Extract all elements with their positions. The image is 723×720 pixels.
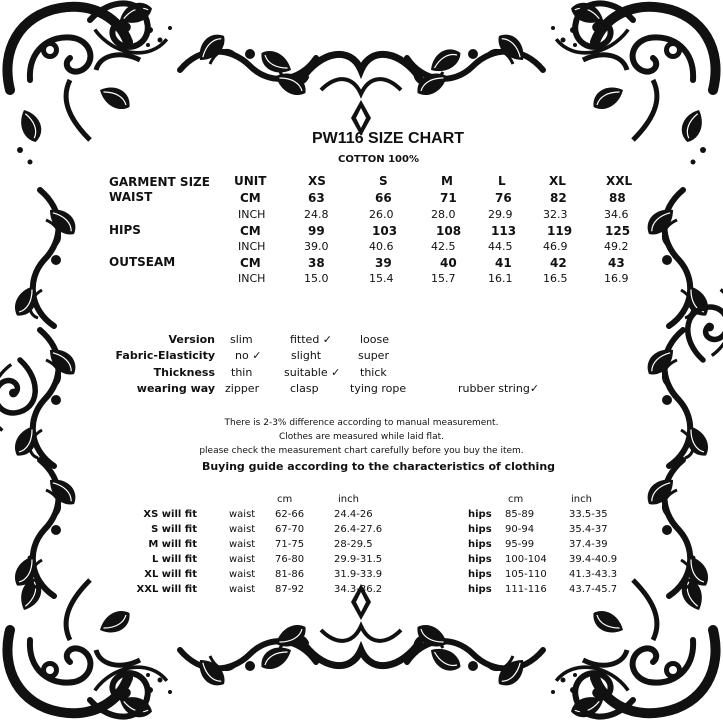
note-check-chart: please check the measurement chart carefully before you buy the item. [199,446,524,456]
guide-hips-inch: 41.3-43.3 [569,569,618,580]
guide-size-label: L will fit [151,554,197,565]
guide-waist-label: waist [229,539,256,550]
outseam-cm-xs: 38 [308,256,325,270]
hips-inch-l: 44.5 [488,240,513,253]
inch-unit-waist: INCH [238,208,266,221]
guide-hips-label: hips [468,554,492,565]
guide-hips-label: hips [468,569,492,580]
guide-size-label: XXL will fit [136,584,197,595]
hips-inch-m: 42.5 [431,240,456,253]
wearing-option-clasp: clasp [290,382,319,395]
waist-cm-xl: 82 [550,191,567,205]
waist-inch-l: 29.9 [488,208,513,221]
guide-hips-cm: 105-110 [505,569,547,580]
outseam-cm-s: 39 [375,256,392,270]
guide-hips-label: hips [468,584,492,595]
waist-inch-m: 28.0 [431,208,456,221]
thickness-option-suitable: suitable ✓ [284,366,341,379]
guide-waist-label: waist [229,569,256,580]
guide-waist-inch: 34.3-36.2 [334,584,383,595]
elasticity-option-no: no ✓ [235,349,262,362]
wearing-option-zipper: zipper [225,382,260,395]
hips-cm-m: 108 [436,224,462,238]
waist-inch-s: 26.0 [369,208,394,221]
guide-waist-cm: 76-80 [275,554,305,565]
guide-waist-inch: 29.9-31.5 [334,554,383,565]
guide-hips-label: hips [468,524,492,535]
waist-inch-xs: 24.8 [304,208,329,221]
hips-inch-xxl: 49.2 [604,240,629,253]
elasticity-option-slight: slight [291,349,322,362]
guide-waist-label: waist [229,524,256,535]
guide-size-label: M will fit [148,539,197,550]
guide-waist-inch: 24.4-26 [334,509,373,520]
hips-inch-xs: 39.0 [304,240,329,253]
guide-hips-inch: 37.4-39 [569,539,608,550]
size-header-xl: XL [549,174,566,188]
guide-hips-cm: 111-116 [505,584,547,595]
char-label-fabric-elasticity: Fabric-Elasticity [115,349,215,362]
char-label-thickness: Thickness [153,366,215,379]
guide-size-label: S will fit [151,524,197,535]
row-name-waist: WAIST [109,190,153,204]
thickness-option-thick: thick [360,366,387,379]
size-header-xs: XS [308,174,326,188]
waist-cm-s: 66 [375,191,392,205]
version-option-slim: slim [230,333,253,346]
char-label-wearing-way: wearing way [136,382,215,395]
inch-unit-hips: INCH [238,240,266,253]
guide-waist-inch: 31.9-33.9 [334,569,383,580]
outseam-inch-m: 15.7 [431,272,456,285]
guide-hips-inch-header: inch [571,494,592,505]
waist-inch-xxl: 34.6 [604,208,629,221]
cm-unit-outseam: CM [240,256,261,270]
wearing-option-tying-rope: tying rope [350,382,407,395]
guide-hips-cm: 85-89 [505,509,535,520]
hips-cm-xl: 119 [547,224,573,238]
hips-cm-l: 113 [491,224,517,238]
hips-inch-s: 40.6 [369,240,394,253]
size-header-s: S [379,174,388,188]
material-label: COTTON 100% [338,154,419,165]
elasticity-option-super: super [358,349,389,362]
waist-cm-xs: 63 [308,191,325,205]
guide-hips-inch: 33.5-35 [569,509,608,520]
unit-header: UNIT [234,174,267,188]
guide-waist-label: waist [229,554,256,565]
guide-waist-inch: 28-29.5 [334,539,373,550]
hips-cm-xs: 99 [308,224,325,238]
note-laid-flat: Clothes are measured while laid flat. [279,432,444,442]
outseam-cm-xl: 42 [550,256,567,270]
outseam-inch-xs: 15.0 [304,272,329,285]
cm-unit-waist: CM [240,191,261,205]
waist-inch-xl: 32.3 [543,208,568,221]
guide-hips-inch: 43.7-45.7 [569,584,618,595]
guide-size-label: XS will fit [143,509,197,520]
guide-hips-cm: 95-99 [505,539,535,550]
row-name-hips: HIPS [109,223,141,237]
thickness-option-thin: thin [231,366,253,379]
guide-size-label: XL will fit [144,569,197,580]
row-name-outseam: OUTSEAM [109,255,176,269]
hips-cm-xxl: 125 [605,224,631,238]
guide-waist-inch-header: inch [338,494,359,505]
outseam-inch-s: 15.4 [369,272,394,285]
guide-waist-cm: 81-86 [275,569,305,580]
waist-cm-xxl: 88 [609,191,626,205]
hips-inch-xl: 46.9 [543,240,568,253]
char-label-version: Version [168,333,215,346]
guide-hips-label: hips [468,509,492,520]
guide-hips-inch: 39.4-40.9 [569,554,618,565]
guide-hips-inch: 35.4-37 [569,524,608,535]
inch-unit-outseam: INCH [238,272,266,285]
guide-waist-label: waist [229,584,256,595]
size-header-l: L [498,174,506,188]
guide-hips-cm: 100-104 [505,554,547,565]
hips-cm-s: 103 [372,224,398,238]
guide-waist-label: waist [229,509,256,520]
version-option-loose: loose [360,333,390,346]
guide-waist-cm: 71-75 [275,539,305,550]
note-difference: There is 2-3% difference according to manual measurement. [224,418,499,428]
page-title: PW116 SIZE CHART [312,130,465,147]
outseam-cm-l: 41 [495,256,512,270]
garment-size-header: GARMENT SIZE [109,175,210,189]
waist-cm-l: 76 [495,191,512,205]
guide-hips-label: hips [468,539,492,550]
guide-hips-cm-header: cm [508,494,524,505]
guide-waist-cm: 67-70 [275,524,305,535]
outseam-inch-l: 16.1 [488,272,513,285]
guide-hips-cm: 90-94 [505,524,535,535]
size-header-m: M [441,174,453,188]
size-header-xxl: XXL [606,174,633,188]
cm-unit-hips: CM [240,224,261,238]
guide-waist-cm: 87-92 [275,584,305,595]
wearing-option-rubber-string: rubber string✓ [458,382,540,395]
guide-title: Buying guide according to the characteristics of clothing [201,460,556,473]
guide-waist-cm-header: cm [277,494,293,505]
outseam-inch-xxl: 16.9 [604,272,629,285]
outseam-inch-xl: 16.5 [543,272,568,285]
guide-waist-inch: 26.4-27.6 [334,524,383,535]
guide-waist-cm: 62-66 [275,509,305,520]
waist-cm-m: 71 [440,191,457,205]
version-option-fitted: fitted ✓ [290,333,333,346]
outseam-cm-xxl: 43 [608,256,625,270]
outseam-cm-m: 40 [440,256,457,270]
